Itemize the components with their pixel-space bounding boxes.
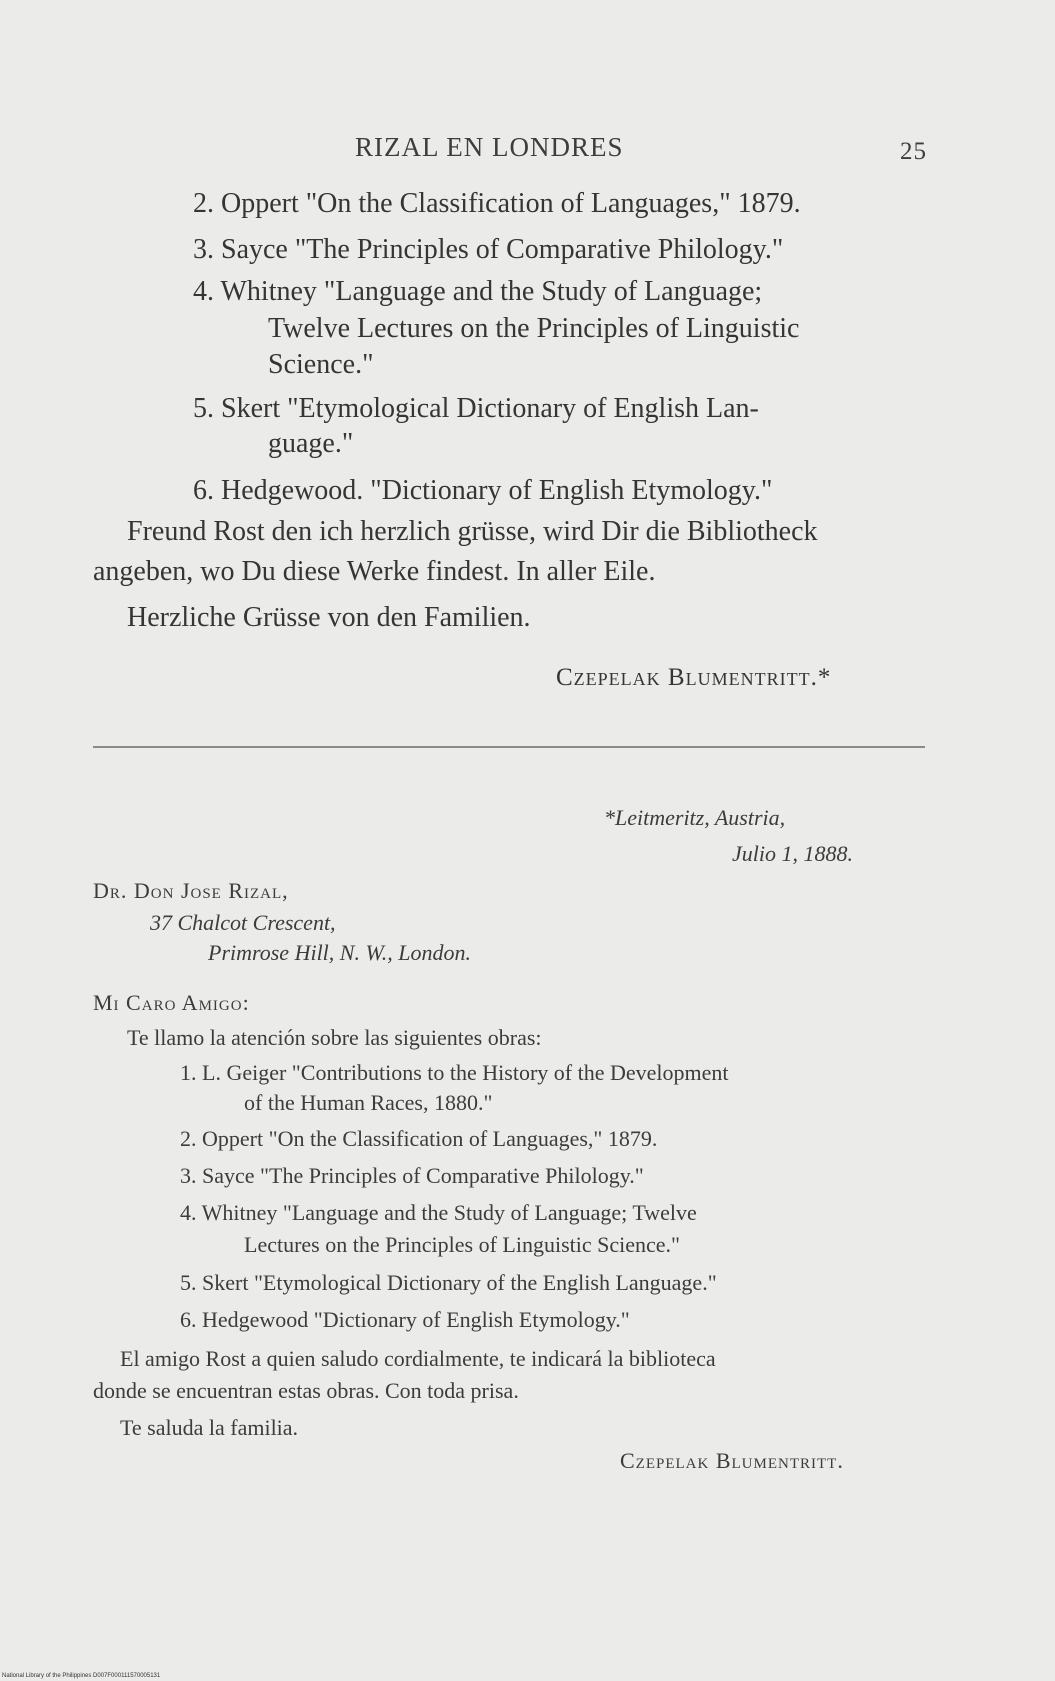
list-item: 6. Hedgewood. "Dictionary of English Etymology." bbox=[193, 475, 773, 506]
list-item: 2. Oppert "On the Classification of Languages," 1879. bbox=[193, 188, 801, 219]
list-item: 1. L. Geiger "Contributions to the History of the Development bbox=[180, 1060, 729, 1085]
intro-line: Te llamo la atención sobre las siguientes obras: bbox=[127, 1025, 542, 1050]
list-item: 5. Skert "Etymological Dictionary of English Lan- bbox=[193, 393, 759, 424]
list-item-continuation: guage." bbox=[268, 428, 354, 459]
list-item: 3. Sayce "The Principles of Comparative Philology." bbox=[193, 234, 784, 265]
address-line: 37 Chalcot Crescent, bbox=[150, 910, 336, 935]
list-item-continuation: Science." bbox=[268, 349, 374, 380]
list-item: 4. Whitney "Language and the Study of Language; bbox=[193, 276, 763, 307]
letter-place: *Leitmeritz, Austria, bbox=[604, 805, 786, 830]
page-number: 25 bbox=[900, 138, 927, 165]
list-item-continuation: Lectures on the Principles of Linguistic Science." bbox=[244, 1232, 681, 1257]
paragraph-line: Freund Rost den ich herzlich grüsse, wird Dir die Bibliotheck bbox=[127, 516, 818, 547]
list-item-continuation: of the Human Races, 1880." bbox=[244, 1090, 493, 1115]
list-item-continuation: Twelve Lectures on the Principles of Linguistic bbox=[268, 313, 800, 344]
list-item: 6. Hedgewood "Dictionary of English Etymology." bbox=[180, 1307, 630, 1332]
salutation: Mi Caro Amigo: bbox=[93, 990, 250, 1015]
list-item: 4. Whitney "Language and the Study of Language; Twelve bbox=[180, 1200, 697, 1225]
greeting: Herzliche Grüsse von den Familien. bbox=[127, 602, 531, 633]
divider-rule bbox=[93, 746, 925, 748]
list-item: 5. Skert "Etymological Dictionary of the English Language." bbox=[180, 1270, 717, 1295]
address-line: Dr. Don Jose Rizal, bbox=[93, 878, 289, 903]
paragraph-line: donde se encuentran estas obras. Con toda prisa. bbox=[93, 1378, 519, 1403]
paragraph-line: angeben, wo Du diese Werke findest. In aller Eile. bbox=[93, 556, 656, 587]
closing-line: Te saluda la familia. bbox=[120, 1415, 299, 1440]
letter-date: Julio 1, 1888. bbox=[732, 841, 853, 866]
list-item: 2. Oppert "On the Classification of Languages," 1879. bbox=[180, 1126, 658, 1151]
address-line: Primrose Hill, N. W., London. bbox=[208, 940, 472, 965]
paragraph-line: El amigo Rost a quien saludo cordialmente, te indicará la biblioteca bbox=[120, 1346, 716, 1371]
running-head: RIZAL EN LONDRES bbox=[355, 132, 624, 162]
list-item: 3. Sayce "The Principles of Comparative Philology." bbox=[180, 1163, 644, 1188]
footer-caption: National Library of the Philippines D007F000111570005131 bbox=[2, 1673, 161, 1679]
signature: Czepelak Blumentritt.* bbox=[556, 664, 832, 691]
signature: Czepelak Blumentritt. bbox=[620, 1448, 844, 1473]
